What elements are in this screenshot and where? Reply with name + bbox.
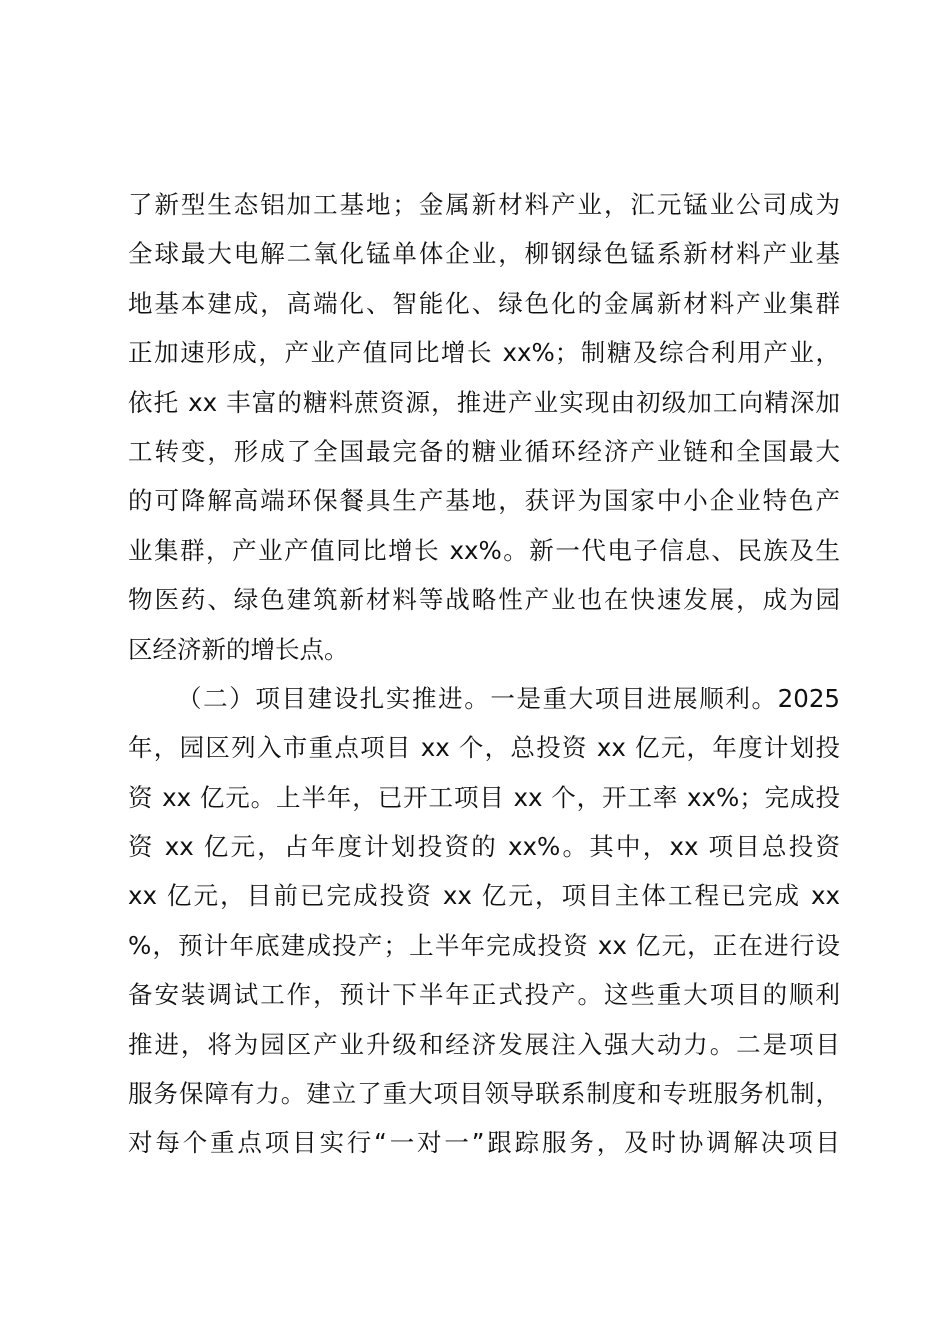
text-line: 推进，将为园区产业升级和经济发展注入强大动力。二是项目 bbox=[128, 1029, 840, 1059]
text-line: 依托 xx 丰富的糖料蔗资源，推进产业实现由初级加工向精深加 bbox=[128, 387, 840, 417]
text-line: %，预计年底建成投产；上半年完成投资 xx 亿元，正在进行设 bbox=[128, 930, 840, 960]
text-line: 全球最大电解二氧化锰单体企业，柳钢绿色锰系新材料产业基 bbox=[128, 239, 840, 269]
text-line: 物医药、绿色建筑新材料等战略性产业也在快速发展，成为园 bbox=[128, 585, 840, 615]
text-line: 年，园区列入市重点项目 xx 个，总投资 xx 亿元，年度计划投 bbox=[128, 733, 840, 763]
text-line: 地基本建成，高端化、智能化、绿色化的金属新材料产业集群 bbox=[128, 288, 840, 318]
text-line: xx 亿元，目前已完成投资 xx 亿元，项目主体工程已完成 xx bbox=[128, 881, 840, 911]
document-body bbox=[128, 180, 840, 1168]
text-line: 服务保障有力。建立了重大项目领导联系制度和专班服务机制， bbox=[128, 1079, 840, 1109]
paragraph-end-line: 区经济新的增长点。 bbox=[128, 634, 349, 664]
text-line: 工转变，形成了全国最完备的糖业循环经济产业链和全国最大 bbox=[128, 436, 840, 466]
text-line: 备安装调试工作，预计下半年正式投产。这些重大项目的顺利 bbox=[128, 980, 840, 1010]
text-line: 的可降解高端环保餐具生产基地，获评为国家中小企业特色产 bbox=[128, 486, 840, 516]
text-line: 资 xx 亿元，占年度计划投资的 xx%。其中，xx 项目总投资 bbox=[128, 832, 840, 862]
text-line: 业集群，产业产值同比增长 xx%。新一代电子信息、民族及生 bbox=[128, 535, 840, 565]
section-heading-line: （二）项目建设扎实推进。一是重大项目进展顺利。2025 bbox=[177, 683, 840, 713]
text-line: 正加速形成，产业产值同比增长 xx%；制糖及综合利用产业， bbox=[128, 338, 840, 368]
text-line: 了新型生态铝加工基地；金属新材料产业，汇元锰业公司成为 bbox=[128, 190, 840, 219]
text-line: 资 xx 亿元。上半年，已开工项目 xx 个，开工率 xx%；完成投 bbox=[128, 782, 840, 812]
text-line: 对每个重点项目实行“一对一”跟踪服务，及时协调解决项目 bbox=[128, 1128, 840, 1158]
